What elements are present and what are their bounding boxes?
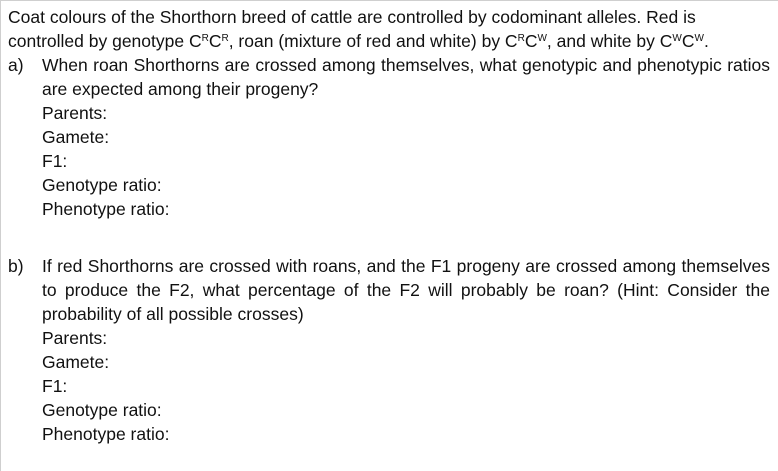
intro-text-2d: C <box>524 31 538 51</box>
question-b-header <box>8 254 770 326</box>
field-genotype-ratio: Genotype ratio: <box>42 400 162 420</box>
field-f1: F1: <box>42 376 68 396</box>
intro-line-2 <box>8 29 770 53</box>
question-part-b <box>8 254 770 446</box>
allele-superscript: R <box>221 33 229 44</box>
field-genotype-ratio: Genotype ratio: <box>42 175 162 195</box>
intro-text-1: Coat colours of the Shorthorn breed of cattle are controlled by codominant alleles. Red is <box>8 7 696 27</box>
intro-text-2g: . <box>703 31 709 51</box>
intro-paragraph <box>8 5 770 53</box>
field-f1: F1: <box>42 151 68 171</box>
top-border <box>0 0 778 1</box>
field-phenotype-ratio: Phenotype ratio: <box>42 424 170 444</box>
allele-superscript: W <box>672 33 682 44</box>
intro-text-2e: , and white by C <box>546 31 673 51</box>
question-a-header <box>8 53 770 101</box>
field-gamete: Gamete: <box>42 352 110 372</box>
allele-superscript: W <box>694 33 704 44</box>
question-part-a <box>8 53 770 221</box>
intro-text-2b: C <box>208 31 222 51</box>
field-parents: Parents: <box>42 103 108 123</box>
field-phenotype-ratio: Phenotype ratio: <box>42 199 170 219</box>
field-gamete: Gamete: <box>42 127 110 147</box>
allele-superscript: R <box>201 33 209 44</box>
intro-text-2c: , roan (mixture of red and white) by C <box>228 31 518 51</box>
allele-superscript: W <box>537 33 547 44</box>
allele-superscript: R <box>517 33 525 44</box>
intro-text-2f: C <box>681 31 695 51</box>
question-b-text: If red Shorthorns are crossed with roans, and the F1 progeny are crossed among themselves to produce the F2, what percentage of the F2 will probably be roan? (Hint: Consider the probability of all possible crosses) <box>42 256 770 324</box>
question-a-text: When roan Shorthorns are crossed among themselves, what genotypic and phenotypic ratios are expected among their progeny? <box>42 55 770 99</box>
intro-line-1 <box>8 5 770 29</box>
question-a-letter: a) <box>8 55 24 75</box>
field-parents: Parents: <box>42 328 108 348</box>
intro-text-2a: controlled by genotype C <box>8 31 202 51</box>
left-border <box>0 0 1 471</box>
question-b-letter: b) <box>8 256 24 276</box>
